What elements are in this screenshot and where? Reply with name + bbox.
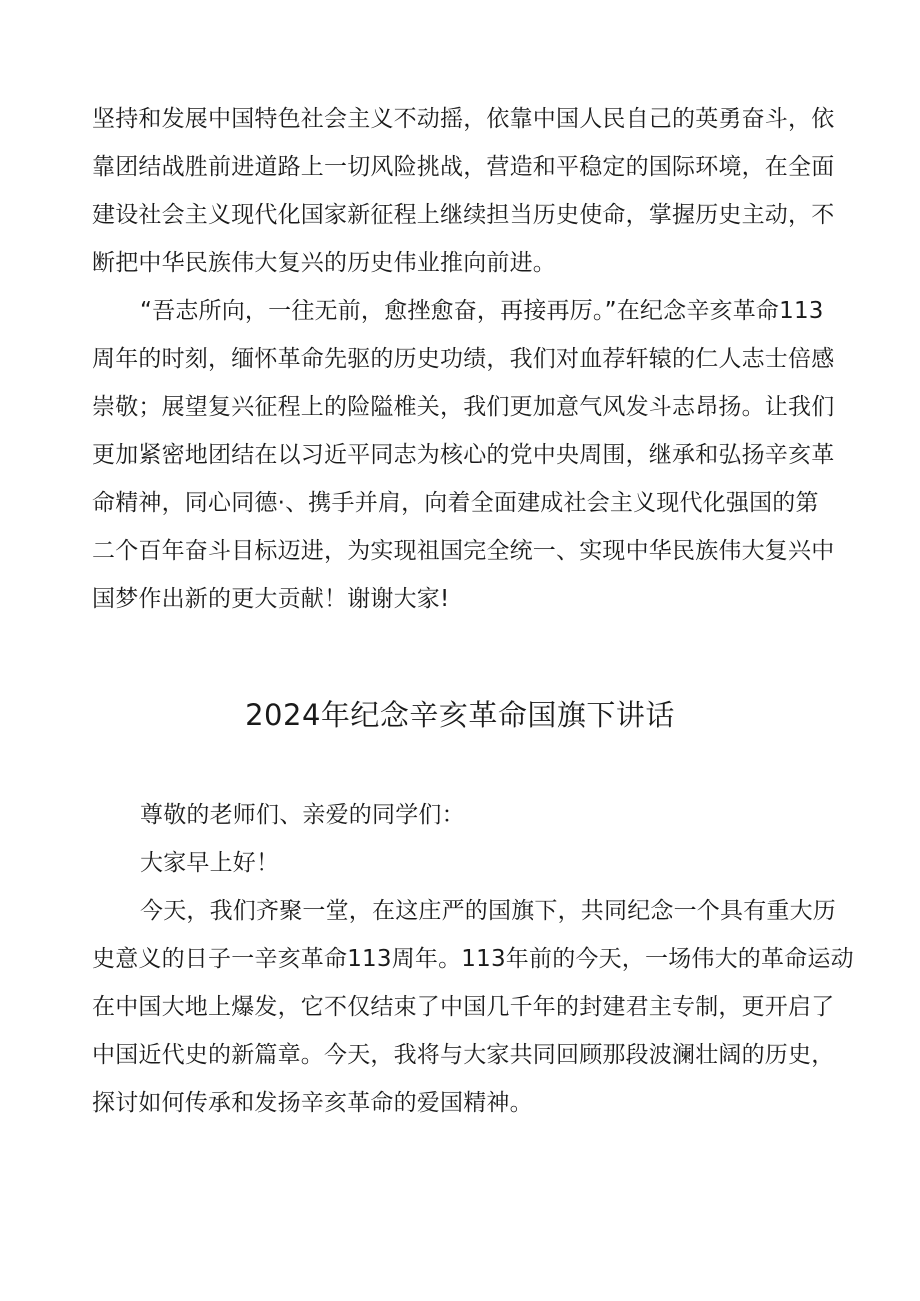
- paragraph-line: 周年的时刻，缅怀革命先驱的历史功绩，我们对血荐轩辕的仁人志士倍感: [92, 346, 835, 372]
- paragraph-line: 国梦作出新的更大贡献！谢谢大家!: [92, 586, 450, 612]
- paragraph-line: “吾志所向，一往无前，愈挫愈奋，再接再厉。”在纪念辛亥革命113: [140, 298, 824, 324]
- paragraph-line: 崇敬；展望复兴征程上的险隘椎关，我们更加意气风发斗志昂扬。让我们: [92, 394, 835, 420]
- paragraph-line: 命精神，同心同德·、携手并肩，向着全面建成社会主义现代化强国的第: [92, 490, 819, 516]
- paragraph-line: 建设社会主义现代化国家新征程上继续担当历史使命，掌握历史主动，不: [92, 202, 835, 228]
- paragraph-line: 二个百年奋斗目标迈进，为实现祖国完全统一、实现中华民族伟大复兴中: [92, 538, 835, 564]
- paragraph-line: 坚持和发展中国特色社会主义不动摇，依靠中国人民自己的英勇奋斗，依: [92, 106, 835, 132]
- paragraph-line: 靠团结战胜前进道路上一切风险挑战，营造和平稳定的国际环境，在全面: [92, 154, 835, 180]
- paragraph-line: 中国近代史的新篇章。今天，我将与大家共同回顾那段波澜壮阔的历史，: [92, 1042, 835, 1068]
- greeting: 大家早上好！: [140, 850, 280, 876]
- salutation: 尊敬的老师们、亲爱的同学们：: [140, 802, 465, 828]
- paragraph-line: 史意义的日子一辛亥革命113周年。113年前的今天，一场伟大的革命运动: [92, 946, 854, 972]
- paragraph-line: 探讨如何传承和发扬辛亥革命的爱国精神。: [92, 1090, 533, 1116]
- page-title: 2024年纪念辛亥革命国旗下讲话: [245, 698, 675, 732]
- paragraph-line: 在中国大地上爆发，它不仅结束了中国几千年的封建君主专制，更开启了: [92, 994, 835, 1020]
- paragraph-line: 断把中华民族伟大复兴的历史伟业推向前进。: [92, 250, 556, 276]
- paragraph-line: 今天，我们齐聚一堂，在这庄严的国旗下，共同纪念一个具有重大历: [140, 898, 836, 924]
- paragraph-line: 更加紧密地团结在以习近平同志为核心的党中央周围，继承和弘扬辛亥革: [92, 442, 835, 468]
